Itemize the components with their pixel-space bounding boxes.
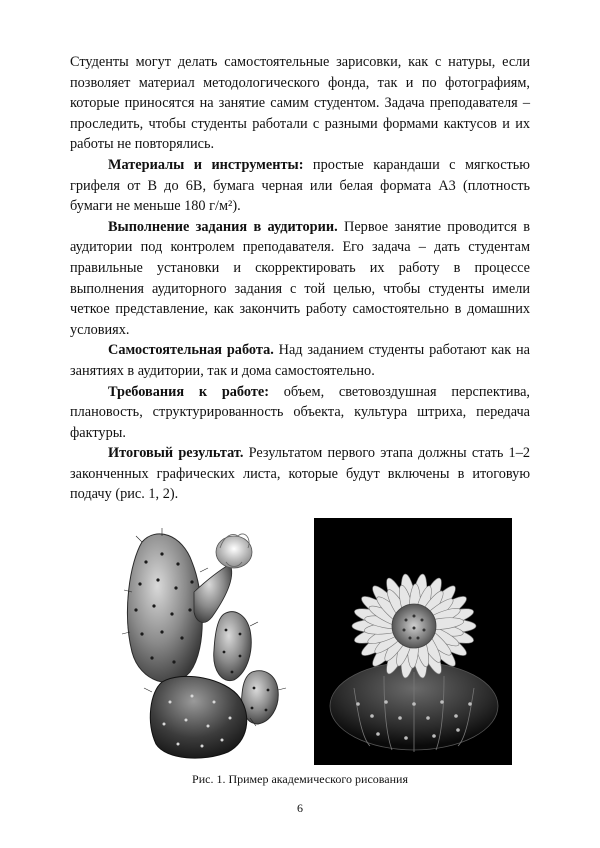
body-text [70, 52, 530, 505]
paragraph-text: Студенты могут делать самостоятельные зарисовки, как с натуры, если позволяет материал методологического фонда, так и по фотографиям, которые приносятся на занятие самим студентом. Задача преподавателя – проследить, чтобы студенты работали с разными формами кактусов и их работы не повторялись. [70, 54, 530, 153]
paragraph-heading: Итоговый результат. [108, 445, 244, 462]
paragraph-materials [70, 155, 530, 217]
paragraph-text: простые карандаши с мягкостью грифеля от В до 6В, бумага черная или белая формата А3 (плотность бумаги не меньше 180 г/м²). [70, 156, 530, 215]
paragraph-text: Над заданием студенты работают как на занятиях в аудитории, так и дома самостоятельно. [70, 342, 530, 379]
paragraph-heading: Требования к работе: [108, 383, 269, 400]
paragraph-text: Результатом первого этапа должны стать 1–2 законченных графических листа, которые будут включены в итоговую подачу (рис. 1, 2). [70, 445, 530, 503]
paragraph-intro [70, 52, 530, 155]
cactus-pencil-drawing [112, 522, 290, 762]
paragraph-result [70, 443, 530, 505]
paragraph-text: Первое занятие проводится в аудитории под контролем преподавателя. Его задача – дать студентам правильные установки и скорректировать их работу в процессе выполнения аудиторного задания с той целью, чтобы студенты имели четкое представление, как закончить работу самостоятельно в домашних условиях. [70, 218, 530, 338]
paragraph-heading: Выполнение задания в аудитории. [108, 218, 338, 235]
paragraph-independent [70, 340, 530, 381]
paragraph-text: объем, световоздушная перспектива, плановость, структурированность объекта, культура штриха, передача фактуры. [70, 383, 530, 441]
paragraph-requirements [70, 382, 530, 444]
cactus-black-paper-drawing [314, 518, 512, 765]
paragraph-heading: Материалы и инструменты: [108, 156, 304, 173]
paragraph-heading: Самостоятельная работа. [108, 342, 274, 359]
figure-caption: Рис. 1. Пример академического рисования [192, 772, 408, 786]
paragraph-classroom [70, 217, 530, 341]
page-number: 6 [297, 801, 303, 815]
